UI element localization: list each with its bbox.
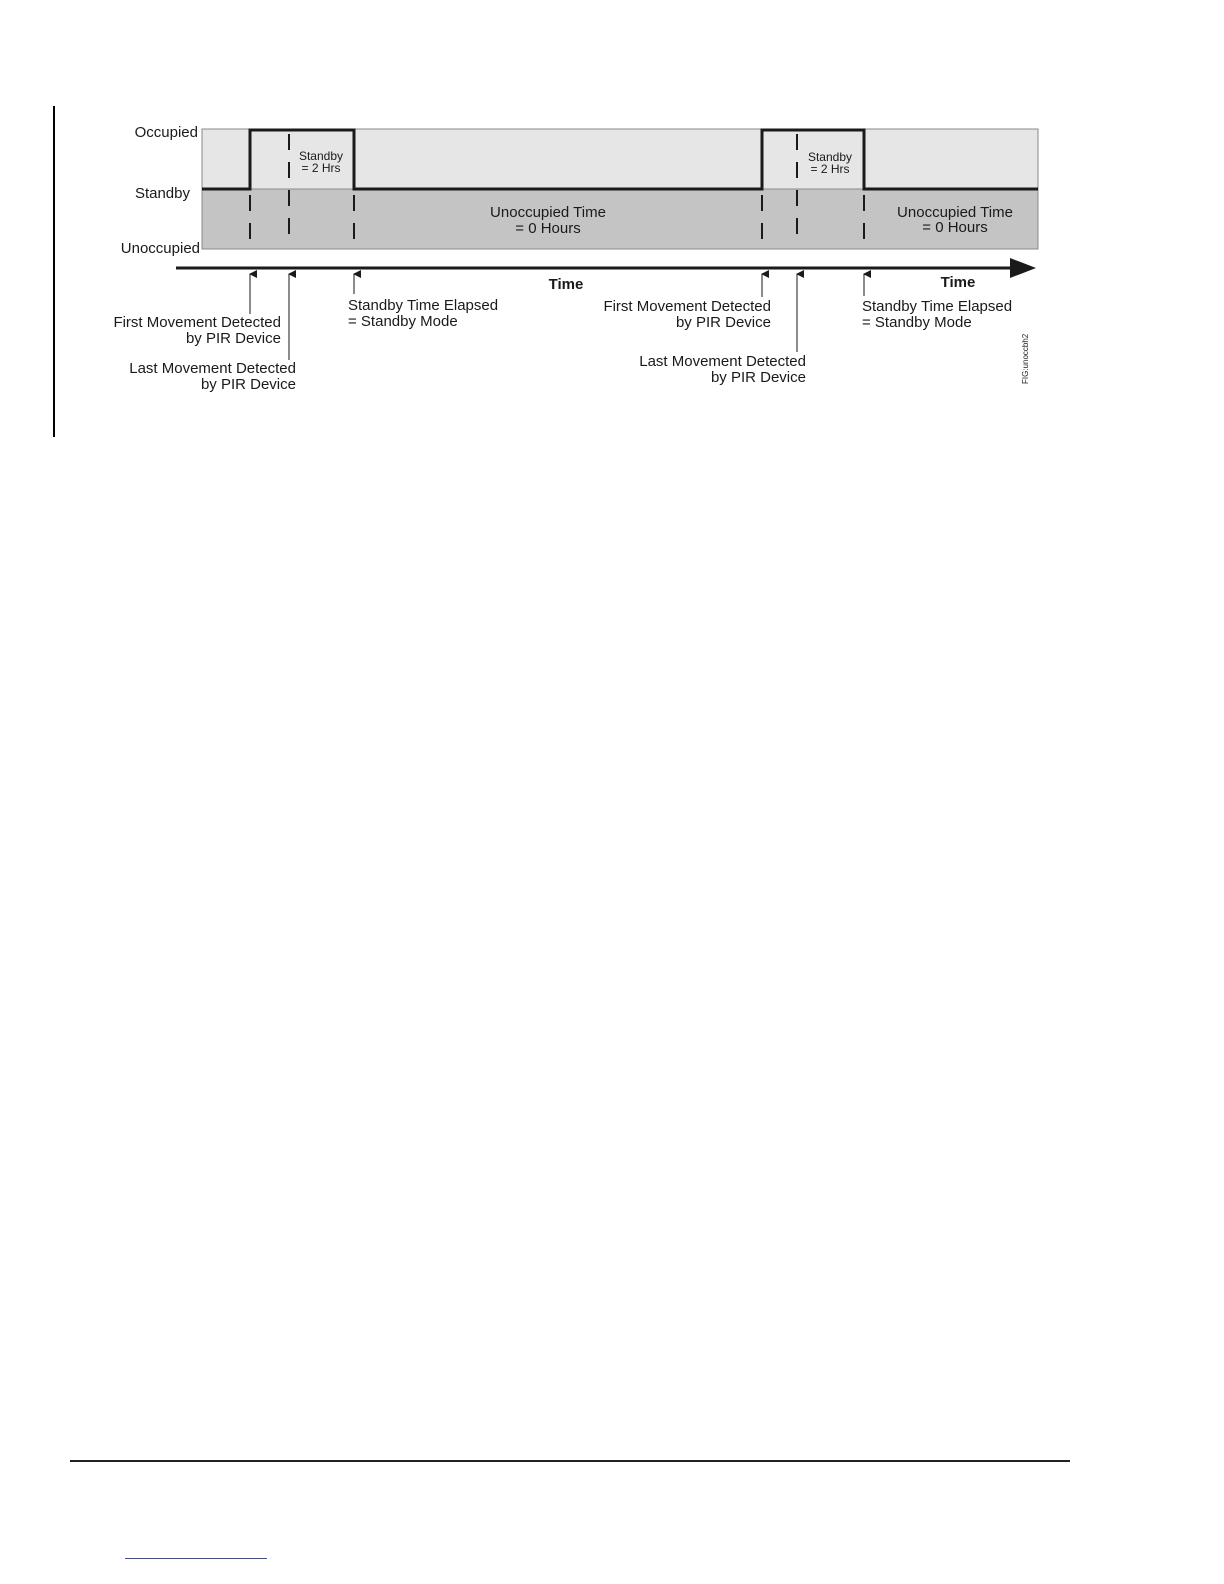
level-label-standby: Standby: [134, 185, 190, 202]
level-label-unoccupied: Unoccupied: [120, 240, 200, 257]
time-axis-arrowhead: [1010, 258, 1036, 278]
standby-box-value-2: = 2 Hrs: [810, 162, 850, 176]
standby-elapsed-text-2b: = Standby Mode: [862, 314, 972, 331]
unoccupied-time-value-2: = 0 Hours: [922, 219, 988, 236]
standby-box-label-1: Standby: [298, 149, 344, 163]
first-movement-text-2a: First Movement Detected: [603, 298, 771, 315]
unoccupied-time-label-2: Unoccupied Time: [897, 204, 1013, 221]
standby-box-label-2: Standby: [807, 150, 853, 164]
last-movement-text-1a: Last Movement Detected: [129, 360, 296, 377]
unoccupied-time-value-1: = 0 Hours: [515, 220, 581, 237]
standby-elapsed-text-1b: = Standby Mode: [348, 313, 458, 330]
time-axis-label-2: Time: [940, 274, 976, 291]
standby-elapsed-text-2a: Standby Time Elapsed: [862, 298, 1013, 315]
first-movement-text-1a: First Movement Detected: [113, 314, 281, 331]
level-label-occupied: Occupied: [134, 124, 198, 141]
footer-link-underline[interactable]: [125, 1558, 267, 1559]
standby-elapsed-text-1a: Standby Time Elapsed: [348, 297, 499, 314]
figure-id: FIG:unoccbh2: [1021, 333, 1030, 384]
first-movement-text-2b: by PIR Device: [675, 314, 771, 331]
last-movement-text-1b: by PIR Device: [200, 376, 296, 393]
first-movement-text-1b: by PIR Device: [185, 330, 281, 347]
footer-rule: [70, 1460, 1070, 1462]
last-movement-text-2b: by PIR Device: [710, 369, 806, 386]
time-axis-label-1: Time: [548, 276, 584, 293]
last-movement-text-2a: Last Movement Detected: [639, 353, 806, 370]
standby-box-value-1: = 2 Hrs: [301, 161, 341, 175]
unoccupied-time-label-1: Unoccupied Time: [490, 204, 606, 221]
